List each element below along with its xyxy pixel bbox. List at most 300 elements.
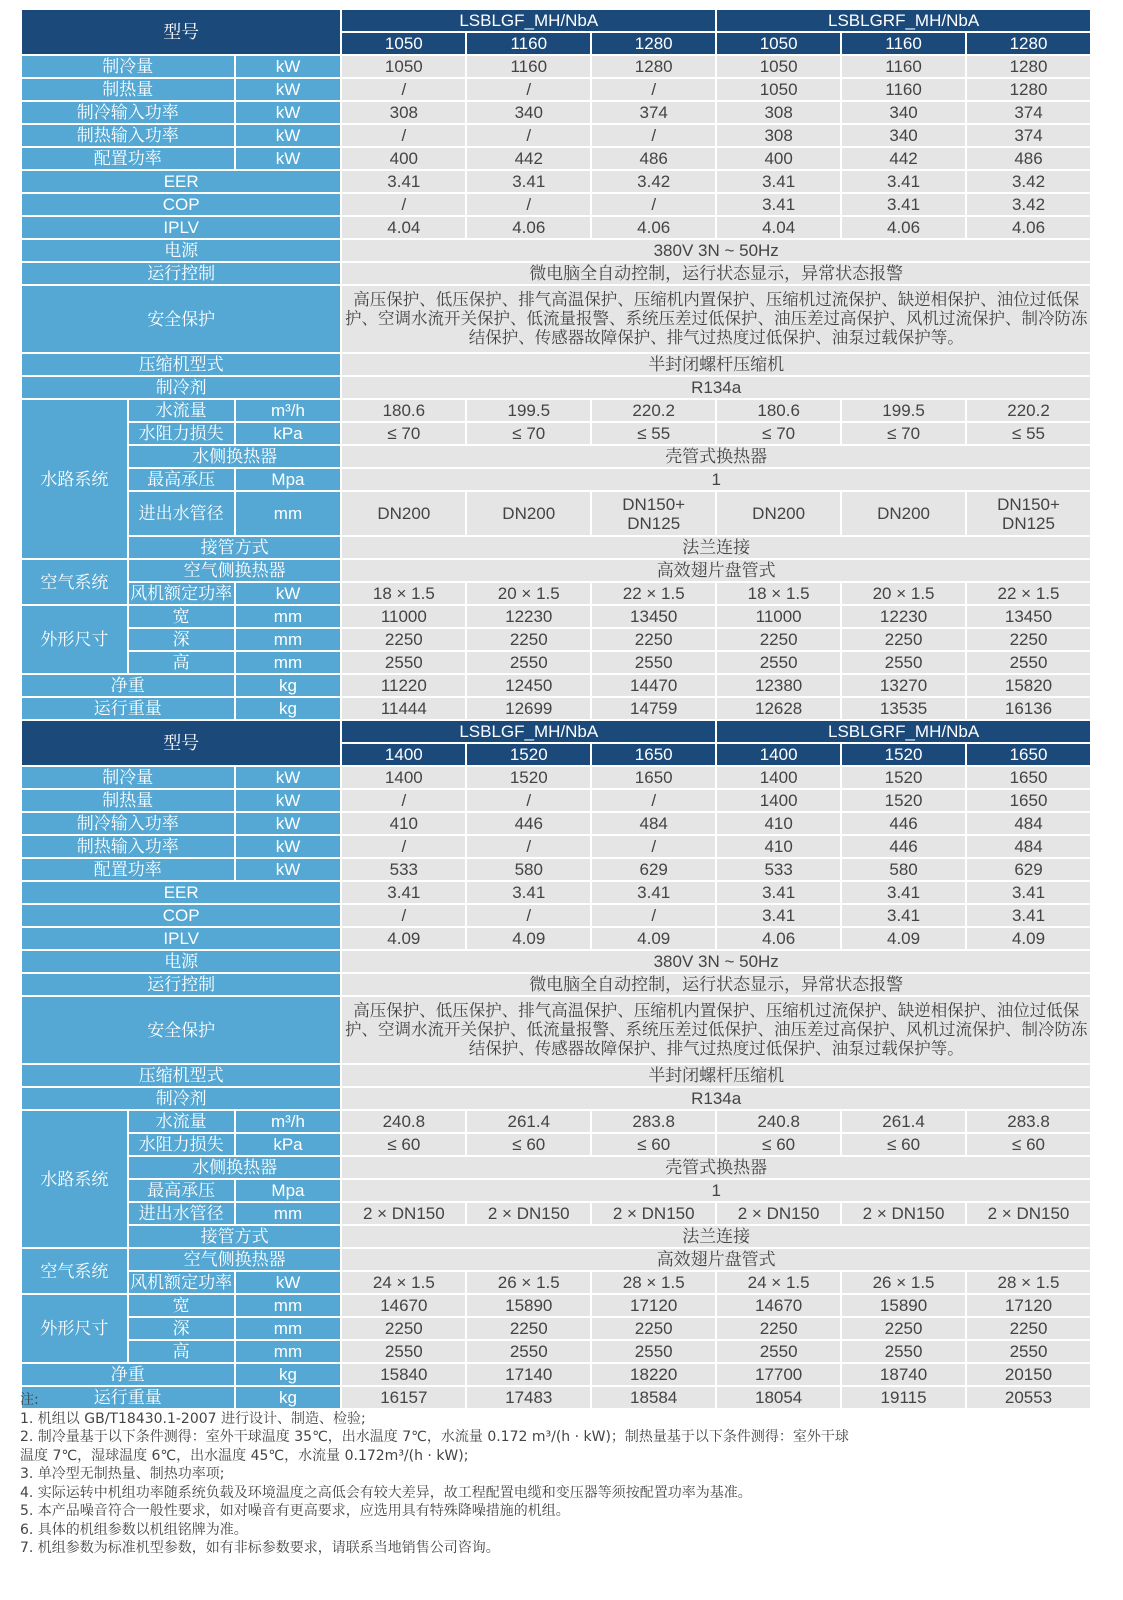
cooling-capacity-value: 1280 (966, 55, 1091, 78)
max-pressure-value: 1 (341, 1179, 1091, 1202)
water-flow-value: 240.8 (716, 1110, 841, 1133)
cooling-input-power-value: 484 (966, 812, 1091, 835)
eer-value: 3.41 (591, 881, 716, 904)
configured-power-value: 400 (341, 147, 466, 170)
dimensions-label: 外形尺寸 (21, 605, 128, 674)
air-heat-exchanger-value: 高效翅片盘管式 (341, 559, 1091, 582)
cop-value: / (591, 904, 716, 927)
water-heat-exchanger-value: 壳管式换热器 (341, 445, 1091, 468)
heating-input-power-label: 制热输入功率 (21, 835, 235, 858)
power-supply-value: 380V 3N ~ 50Hz (341, 239, 1091, 262)
cooling-capacity-value: 1650 (591, 766, 716, 789)
model-header: 型号 (21, 720, 341, 766)
pipe-diameter-value: 2 × DN150 (341, 1202, 466, 1225)
width-value: 17120 (591, 1294, 716, 1317)
water-pressure-drop-value: ≤ 70 (466, 422, 591, 445)
pipe-diameter-value: 2 × DN150 (591, 1202, 716, 1225)
configured-power-value: 486 (966, 147, 1091, 170)
water-flow-value: 180.6 (716, 399, 841, 422)
cooling-input-power-value: 308 (341, 101, 466, 124)
model-number: 1520 (466, 743, 591, 766)
width-value: 13450 (966, 605, 1091, 628)
cop-value: 3.41 (966, 904, 1091, 927)
cop-value: / (341, 904, 466, 927)
cooling-capacity-value: 1520 (466, 766, 591, 789)
note-line: 温度 7℃，湿球温度 6℃，出水温度 45℃，水流量 0.172m³/(h · kW); (20, 1447, 469, 1464)
fan-power-value: 28 × 1.5 (591, 1271, 716, 1294)
cop-value: 3.42 (966, 193, 1091, 216)
configured-power-value: 533 (716, 858, 841, 881)
unit-label: kW (235, 582, 342, 605)
compressor-type-label: 压缩机型式 (21, 1064, 341, 1087)
cooling-capacity-value: 1160 (466, 55, 591, 78)
air-heat-exchanger-value: 高效翅片盘管式 (341, 1248, 1091, 1271)
net-weight-label: 净重 (21, 1363, 235, 1386)
depth-value: 2250 (466, 628, 591, 651)
water-pressure-drop-value: ≤ 60 (966, 1133, 1091, 1156)
unit-label: m³/h (235, 399, 342, 422)
cooling-capacity-label: 制冷量 (21, 766, 235, 789)
pipe-diameter-line-1: DN200 (377, 504, 431, 523)
cooling-input-power-value: 308 (716, 101, 841, 124)
note-line: 5. 本产品噪音符合一般性要求，如对噪音有更高要求，应选用具有特殊降噪措施的机组。 (20, 1503, 570, 1519)
max-pressure-label: 最高承压 (128, 468, 235, 491)
pipe-diameter-label: 进出水管径 (128, 491, 235, 536)
eer-value: 3.41 (716, 881, 841, 904)
spec-table-1 (20, 8, 1092, 721)
net-weight-value: 17140 (466, 1363, 591, 1386)
height-value: 2550 (591, 1340, 716, 1363)
iplv-value: 4.06 (716, 927, 841, 950)
unit-label: mm (235, 1202, 342, 1225)
unit-label: Mpa (235, 468, 342, 491)
compressor-type-value: 半封闭螺杆压缩机 (341, 1064, 1091, 1087)
fan-power-value: 24 × 1.5 (716, 1271, 841, 1294)
eer-value: 3.41 (341, 881, 466, 904)
unit-label: kW (235, 766, 342, 789)
power-supply-value: 380V 3N ~ 50Hz (341, 950, 1091, 973)
eer-value: 3.42 (966, 170, 1091, 193)
depth-value: 2250 (341, 628, 466, 651)
operation-control-label: 运行控制 (21, 973, 341, 996)
net-weight-value: 15820 (966, 674, 1091, 697)
eer-value: 3.41 (841, 170, 966, 193)
net-weight-value: 12380 (716, 674, 841, 697)
cop-value: / (341, 193, 466, 216)
net-weight-label: 净重 (21, 674, 235, 697)
net-weight-value: 14470 (591, 674, 716, 697)
water-heat-exchanger-label: 水侧换热器 (128, 445, 342, 468)
unit-label: Mpa (235, 1179, 342, 1202)
water-flow-value: 180.6 (341, 399, 466, 422)
depth-value: 2250 (341, 1317, 466, 1340)
water-pressure-drop-value: ≤ 60 (841, 1133, 966, 1156)
heating-capacity-value: 1400 (716, 789, 841, 812)
heating-input-power-value: 374 (966, 124, 1091, 147)
iplv-label: IPLV (21, 216, 341, 239)
net-weight-value: 18220 (591, 1363, 716, 1386)
model-number: 1650 (591, 743, 716, 766)
note-line: 7. 机组参数为标准机型参数，如有非标参数要求，请联系当地销售公司咨询。 (20, 1540, 500, 1556)
pipe-diameter-value: 2 × DN150 (716, 1202, 841, 1225)
height-value: 2550 (341, 651, 466, 674)
depth-value: 2250 (716, 628, 841, 651)
operation-control-label: 运行控制 (21, 262, 341, 285)
note-line: 1. 机组以 GB/T18430.1-2007 进行设计、制造、检验; (20, 1410, 366, 1427)
operating-weight-label: 运行重量 (21, 697, 235, 720)
water-pressure-drop-value: ≤ 60 (716, 1133, 841, 1156)
depth-value: 2250 (841, 628, 966, 651)
width-value: 13450 (591, 605, 716, 628)
depth-value: 2250 (716, 1317, 841, 1340)
heating-capacity-value: / (466, 78, 591, 101)
unit-label: mm (235, 628, 342, 651)
connection-method-value: 法兰连接 (341, 536, 1091, 559)
connection-method-label: 接管方式 (128, 1225, 342, 1248)
net-weight-value: 15840 (341, 1363, 466, 1386)
configured-power-value: 442 (466, 147, 591, 170)
depth-value: 2250 (966, 628, 1091, 651)
model-header: 型号 (21, 9, 341, 55)
power-supply-label: 电源 (21, 950, 341, 973)
cooling-capacity-value: 1400 (716, 766, 841, 789)
cooling-capacity-value: 1050 (716, 55, 841, 78)
safety-protection-value: 高压保护、低压保护、排气高温保护、压缩机内置保护、压缩机过流保护、缺逆相保护、油位过低保护、空调水流开关保护、低流量报警、系统压差过低保护、油压差过高保护、风机过流保护、制冷防冻结保护、传感器故障保护、排气过热度过低保护、油泵过载保护等。 (341, 285, 1091, 353)
fan-power-value: 20 × 1.5 (841, 582, 966, 605)
net-weight-value: 12450 (466, 674, 591, 697)
eer-value: 3.41 (716, 170, 841, 193)
operating-weight-value: 16136 (966, 697, 1091, 720)
cooling-input-power-label: 制冷输入功率 (21, 812, 235, 835)
refrigerant-label: 制冷剂 (21, 376, 341, 399)
water-flow-value: 220.2 (966, 399, 1091, 422)
cooling-capacity-value: 1400 (341, 766, 466, 789)
unit-label: kg (235, 1386, 342, 1409)
unit-label: kW (235, 858, 342, 881)
pipe-diameter-line-2: DN125 (627, 513, 681, 533)
operating-weight-value: 16157 (341, 1386, 466, 1409)
eer-label: EER (21, 170, 341, 193)
dimensions-label: 外形尺寸 (21, 1294, 128, 1363)
cooling-input-power-value: 484 (591, 812, 716, 835)
connection-method-value: 法兰连接 (341, 1225, 1091, 1248)
cop-label: COP (21, 193, 341, 216)
operating-weight-value: 12699 (466, 697, 591, 720)
eer-value: 3.41 (841, 881, 966, 904)
water-flow-value: 261.4 (841, 1110, 966, 1133)
iplv-value: 4.09 (841, 927, 966, 950)
iplv-value: 4.06 (966, 216, 1091, 239)
iplv-label: IPLV (21, 927, 341, 950)
safety-protection-value: 高压保护、低压保护、排气高温保护、压缩机内置保护、压缩机过流保护、缺逆相保护、油位过低保护、空调水流开关保护、低流量报警、系统压差过低保护、油压差过高保护、风机过流保护、制冷防冻结保护、传感器故障保护、排气过热度过低保护、油泵过载保护等。 (341, 996, 1091, 1064)
water-flow-value: 240.8 (341, 1110, 466, 1133)
width-label: 宽 (128, 1294, 235, 1317)
height-label: 高 (128, 651, 235, 674)
depth-value: 2250 (966, 1317, 1091, 1340)
unit-label: kW (235, 147, 342, 170)
pipe-diameter-value: 2 × DN150 (841, 1202, 966, 1225)
heating-input-power-value: / (341, 124, 466, 147)
heating-input-power-value: / (341, 835, 466, 858)
cooling-capacity-value: 1160 (841, 55, 966, 78)
pipe-diameter-value: 2 × DN150 (966, 1202, 1091, 1225)
depth-value: 2250 (841, 1317, 966, 1340)
cop-label: COP (21, 904, 341, 927)
iplv-value: 4.04 (716, 216, 841, 239)
height-value: 2550 (841, 1340, 966, 1363)
note-line: 6. 具体的机组参数以机组铭牌为准。 (20, 1521, 248, 1538)
water-heat-exchanger-value: 壳管式换热器 (341, 1156, 1091, 1179)
configured-power-value: 442 (841, 147, 966, 170)
air-heat-exchanger-label: 空气侧换热器 (128, 559, 342, 582)
cooling-capacity-label: 制冷量 (21, 55, 235, 78)
fan-power-value: 28 × 1.5 (966, 1271, 1091, 1294)
series-header-b: LSBLGRF_MH/NbA (716, 720, 1091, 743)
eer-value: 3.41 (341, 170, 466, 193)
heating-input-power-value: 340 (841, 124, 966, 147)
height-value: 2550 (716, 1340, 841, 1363)
width-value: 14670 (341, 1294, 466, 1317)
heating-input-power-value: 410 (716, 835, 841, 858)
width-value: 11000 (341, 605, 466, 628)
pipe-diameter-value (591, 491, 716, 536)
cop-value: / (466, 904, 591, 927)
operating-weight-value: 18584 (591, 1386, 716, 1409)
height-value: 2550 (966, 1340, 1091, 1363)
depth-value: 2250 (591, 628, 716, 651)
safety-protection-label: 安全保护 (21, 996, 341, 1064)
series-header-b: LSBLGRF_MH/NbA (716, 9, 1091, 32)
water-flow-value: 199.5 (466, 399, 591, 422)
eer-label: EER (21, 881, 341, 904)
model-number: 1400 (716, 743, 841, 766)
net-weight-value: 17700 (716, 1363, 841, 1386)
heating-input-power-value: 484 (966, 835, 1091, 858)
configured-power-label: 配置功率 (21, 858, 235, 881)
water-flow-value: 283.8 (966, 1110, 1091, 1133)
unit-label: mm (235, 605, 342, 628)
fan-power-value: 20 × 1.5 (466, 582, 591, 605)
unit-label: mm (235, 651, 342, 674)
width-value: 14670 (716, 1294, 841, 1317)
cooling-input-power-label: 制冷输入功率 (21, 101, 235, 124)
pipe-diameter-line-1: DN150+ (997, 494, 1060, 514)
pipe-diameter-line-1: DN200 (502, 504, 556, 523)
cooling-capacity-value: 1650 (966, 766, 1091, 789)
unit-label: kW (235, 124, 342, 147)
operating-weight-value: 13535 (841, 697, 966, 720)
unit-label: kPa (235, 422, 342, 445)
pipe-diameter-value (716, 491, 841, 536)
height-value: 2550 (466, 651, 591, 674)
heating-capacity-value: 1650 (966, 789, 1091, 812)
unit-label: m³/h (235, 1110, 342, 1133)
operation-control-value: 微电脑全自动控制，运行状态显示，异常状态报警 (341, 262, 1091, 285)
width-value: 17120 (966, 1294, 1091, 1317)
unit-label: kg (235, 674, 342, 697)
cooling-capacity-value: 1520 (841, 766, 966, 789)
heating-capacity-value: 1050 (716, 78, 841, 101)
heating-input-power-value: / (591, 835, 716, 858)
air-system-label: 空气系统 (21, 1248, 128, 1294)
heating-capacity-value: / (466, 789, 591, 812)
operating-weight-value: 19115 (841, 1386, 966, 1409)
cop-value: 3.41 (716, 904, 841, 927)
spec-table-2 (20, 719, 1092, 1410)
operating-weight-value: 14759 (591, 697, 716, 720)
iplv-value: 4.09 (591, 927, 716, 950)
unit-label: kW (235, 78, 342, 101)
heating-input-power-value: 308 (716, 124, 841, 147)
water-flow-value: 220.2 (591, 399, 716, 422)
refrigerant-value: R134a (341, 376, 1091, 399)
height-value: 2550 (341, 1340, 466, 1363)
water-pressure-drop-value: ≤ 55 (966, 422, 1091, 445)
pipe-diameter-label: 进出水管径 (128, 1202, 235, 1225)
unit-label: kW (235, 101, 342, 124)
compressor-type-label: 压缩机型式 (21, 353, 341, 376)
depth-value: 2250 (591, 1317, 716, 1340)
depth-value: 2250 (466, 1317, 591, 1340)
configured-power-value: 533 (341, 858, 466, 881)
net-weight-value: 11220 (341, 674, 466, 697)
operating-weight-value: 20553 (966, 1386, 1091, 1409)
cooling-input-power-value: 340 (466, 101, 591, 124)
width-value: 12230 (466, 605, 591, 628)
iplv-value: 4.06 (841, 216, 966, 239)
cooling-capacity-value: 1050 (341, 55, 466, 78)
water-pressure-drop-value: ≤ 60 (341, 1133, 466, 1156)
fan-power-value: 24 × 1.5 (341, 1271, 466, 1294)
model-number: 1050 (341, 32, 466, 55)
unit-label: kg (235, 1363, 342, 1386)
fan-power-value: 18 × 1.5 (341, 582, 466, 605)
series-header-a: LSBLGF_MH/NbA (341, 720, 716, 743)
series-header-a: LSBLGF_MH/NbA (341, 9, 716, 32)
operation-control-value: 微电脑全自动控制，运行状态显示，异常状态报警 (341, 973, 1091, 996)
cooling-input-power-value: 340 (841, 101, 966, 124)
operating-weight-value: 11444 (341, 697, 466, 720)
heating-capacity-value: / (591, 789, 716, 812)
power-supply-label: 电源 (21, 239, 341, 262)
heating-input-power-value: / (466, 124, 591, 147)
heating-capacity-value: / (341, 789, 466, 812)
water-pressure-drop-value: ≤ 70 (341, 422, 466, 445)
model-number: 1400 (341, 743, 466, 766)
heating-capacity-label: 制热量 (21, 789, 235, 812)
model-number: 1520 (841, 743, 966, 766)
pipe-diameter-value (966, 491, 1091, 536)
heating-capacity-label: 制热量 (21, 78, 235, 101)
safety-protection-label: 安全保护 (21, 285, 341, 353)
water-flow-value: 283.8 (591, 1110, 716, 1133)
water-flow-label: 水流量 (128, 399, 235, 422)
water-flow-label: 水流量 (128, 1110, 235, 1133)
cooling-input-power-value: 374 (966, 101, 1091, 124)
heating-input-power-value: / (591, 124, 716, 147)
unit-label: mm (235, 1294, 342, 1317)
water-pressure-drop-value: ≤ 55 (591, 422, 716, 445)
height-value: 2550 (841, 651, 966, 674)
operating-weight-value: 18054 (716, 1386, 841, 1409)
heating-capacity-value: / (341, 78, 466, 101)
net-weight-value: 13270 (841, 674, 966, 697)
water-flow-value: 199.5 (841, 399, 966, 422)
iplv-value: 4.06 (466, 216, 591, 239)
model-number: 1160 (466, 32, 591, 55)
model-number: 1650 (966, 743, 1091, 766)
pipe-diameter-line-1: DN200 (752, 504, 806, 523)
unit-label: kW (235, 55, 342, 78)
configured-power-value: 629 (591, 858, 716, 881)
air-heat-exchanger-label: 空气侧换热器 (128, 1248, 342, 1271)
heating-capacity-value: / (591, 78, 716, 101)
cop-value: 3.41 (841, 193, 966, 216)
fan-power-label: 风机额定功率 (128, 582, 235, 605)
net-weight-value: 20150 (966, 1363, 1091, 1386)
water-heat-exchanger-label: 水侧换热器 (128, 1156, 342, 1179)
fan-power-value: 22 × 1.5 (591, 582, 716, 605)
water-pressure-drop-value: ≤ 70 (841, 422, 966, 445)
width-label: 宽 (128, 605, 235, 628)
configured-power-value: 580 (841, 858, 966, 881)
depth-label: 深 (128, 628, 235, 651)
model-number: 1280 (966, 32, 1091, 55)
iplv-value: 4.09 (466, 927, 591, 950)
cooling-capacity-value: 1280 (591, 55, 716, 78)
water-pressure-drop-value: ≤ 60 (591, 1133, 716, 1156)
eer-value: 3.41 (966, 881, 1091, 904)
pipe-diameter-value (341, 491, 466, 536)
heating-input-power-label: 制热输入功率 (21, 124, 235, 147)
fan-power-value: 18 × 1.5 (716, 582, 841, 605)
unit-label: kg (235, 697, 342, 720)
notes-section (20, 1391, 1100, 1558)
refrigerant-label: 制冷剂 (21, 1087, 341, 1110)
unit-label: kW (235, 1271, 342, 1294)
unit-label: mm (235, 1317, 342, 1340)
width-value: 15890 (466, 1294, 591, 1317)
water-pressure-drop-value: ≤ 70 (716, 422, 841, 445)
configured-power-label: 配置功率 (21, 147, 235, 170)
cop-value: 3.41 (716, 193, 841, 216)
height-value: 2550 (966, 651, 1091, 674)
water-pressure-drop-value: ≤ 60 (466, 1133, 591, 1156)
heating-capacity-value: 1160 (841, 78, 966, 101)
net-weight-value: 18740 (841, 1363, 966, 1386)
unit-label: kW (235, 835, 342, 858)
water-flow-value: 261.4 (466, 1110, 591, 1133)
operating-weight-value: 12628 (716, 697, 841, 720)
refrigerant-value: R134a (341, 1087, 1091, 1110)
compressor-type-value: 半封闭螺杆压缩机 (341, 353, 1091, 376)
unit-label: mm (235, 491, 342, 536)
iplv-value: 4.09 (966, 927, 1091, 950)
iplv-value: 4.09 (341, 927, 466, 950)
eer-value: 3.41 (466, 881, 591, 904)
width-value: 12230 (841, 605, 966, 628)
unit-label: kW (235, 812, 342, 835)
note-line: 4. 实际运转中机组功率随系统负载及环境温度之高低会有较大差异，故工程配置电缆和变压器等须按配置功率为基准。 (20, 1484, 752, 1501)
pipe-diameter-line-1: DN150+ (622, 494, 686, 514)
operating-weight-value: 17483 (466, 1386, 591, 1409)
cop-value: 3.41 (841, 904, 966, 927)
height-value: 2550 (716, 651, 841, 674)
model-number: 1280 (591, 32, 716, 55)
pipe-diameter-line-2: DN125 (1002, 513, 1055, 533)
water-system-label: 水路系统 (21, 1110, 128, 1248)
iplv-value: 4.06 (591, 216, 716, 239)
